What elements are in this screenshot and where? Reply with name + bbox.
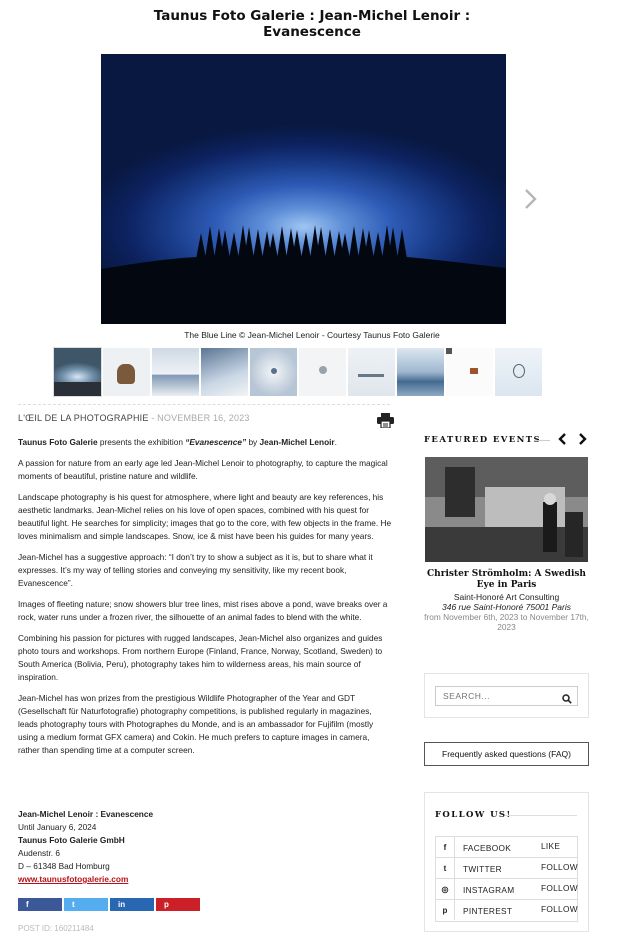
article-paragraph: Jean-Michel has a suggestive approach: “I don’t try to show a subject as it is, but to share what it expresses. It’s my way of telling stories and conveying my sensitivity, like my recent book, Evanescence”. [18, 552, 373, 588]
page-title-line-2: Evanescence [263, 24, 361, 40]
thumbnail[interactable] [152, 348, 199, 396]
thumbnail[interactable] [201, 348, 248, 396]
event-venue: Saint-Honoré Art Consulting [453, 592, 560, 602]
article-paragraph: Images of fleeting nature; snow showers blur tree lines, mist rises above a pond, wave breaks over a rock, water runs under a frozen river, the silhouette of an animal fades to blend with the white. [18, 599, 388, 622]
heading-rule [534, 440, 550, 441]
search-icon [562, 694, 572, 704]
event-address: 346 rue Saint-Honoré 75001 Paris [442, 602, 571, 612]
intro-artist: Jean-Michel Lenoir [259, 437, 335, 447]
follow-action: FOLLOW [541, 883, 578, 893]
page-title-line-1: Taunus Foto Galerie : Jean-Michel Lenoir : [153, 8, 471, 24]
follow-pinterest[interactable] [436, 900, 577, 921]
twitter-icon: t [436, 858, 455, 878]
intro-title: “Evanescence” [185, 437, 247, 447]
follow-network-name: TWITTER [463, 864, 502, 874]
intro-gallery: Taunus Foto Galerie [18, 437, 98, 447]
article-meta [18, 413, 250, 423]
share-twitter-button[interactable] [64, 898, 108, 911]
article-paragraph: Combining his passion for pictures with rugged landscapes, Jean-Michel also organizes and guides photo tours and workshops. From northern Europe (Finland, France, Norway, Scotland, Sweden) to South America (Bolivia, Peru), photography takes him to wilderness areas, his main source of inspiration. [18, 633, 383, 682]
tree-shape [253, 229, 263, 259]
meta-divider [18, 404, 390, 405]
follow-facebook[interactable] [436, 837, 577, 858]
thumbnail[interactable] [54, 348, 101, 396]
intro-text: presents the exhibition [97, 437, 186, 447]
tree-shape [325, 229, 335, 259]
post-id: POST ID: 160211484 [18, 924, 94, 933]
share-buttons [18, 898, 200, 911]
tree-shape [277, 226, 287, 259]
article-paragraph: A passion for nature from an early age led Jean-Michel Lenoir to photography, to capture the magical moments of beautiful, pristine nature and wildlife. [18, 458, 388, 481]
follow-instagram[interactable] [436, 879, 577, 900]
exhibition-name: Jean-Michel Lenoir : Evanescence [18, 809, 154, 819]
tree-shape [349, 226, 359, 259]
chevron-left-icon [557, 432, 567, 446]
thumbnail[interactable] [103, 348, 150, 396]
venue-city: D – 61348 Bad Homburg [18, 861, 110, 871]
venue-name: Taunus Foto Galerie GmbH [18, 835, 125, 845]
print-icon [377, 413, 394, 428]
tree-shape [229, 232, 239, 259]
twitter-icon: t [72, 900, 75, 909]
linkedin-icon: in [118, 900, 126, 909]
intro-by: by [246, 437, 260, 447]
follow-action: FOLLOW [541, 862, 578, 872]
follow-heading: FOLLOW US! [435, 810, 512, 820]
article-intro [18, 436, 392, 449]
venue-website-link[interactable]: www.taunusfotogalerie.com [18, 874, 129, 884]
share-linkedin-button[interactable] [110, 898, 154, 911]
image-caption: The Blue Line © Jean-Michel Lenoir - Courtesy Taunus Foto Galerie [184, 330, 440, 340]
thumbnail[interactable] [397, 348, 444, 396]
follow-list [435, 836, 578, 922]
share-pinterest-button[interactable] [156, 898, 200, 911]
search-button[interactable] [562, 691, 572, 701]
exhibition-until: Until January 6, 2024 [18, 822, 97, 832]
facebook-icon: f [436, 837, 455, 857]
article-source: L'ŒIL DE LA PHOTOGRAPHIE [18, 413, 149, 423]
article-paragraph: Jean-Michel has won prizes from the prestigious Wildlife Photographer of the Year and GDT (Gesellschaft für Naturfotografie) photography competitions, is published regularly in magazines, leads photography tours with Photographes du Monde, and is an ambassador for Fujifilm (mostly using a medium format GFX camera) and Cokin. He much prefers to capture images in camera, rather than spending time at a computer screen. [18, 693, 374, 755]
thumbnail[interactable] [495, 348, 542, 396]
chevron-right-icon [578, 432, 588, 446]
pinterest-icon: p [164, 900, 169, 909]
print-button[interactable] [377, 413, 394, 428]
tree-shape [397, 229, 407, 259]
article-body [18, 436, 392, 765]
follow-action: FOLLOW [541, 904, 578, 914]
facebook-icon: f [26, 900, 29, 909]
search-input[interactable] [435, 686, 578, 706]
follow-action: LIKE [541, 841, 561, 851]
article-date: NOVEMBER 16, 2023 [157, 413, 250, 423]
tree-shape [373, 232, 383, 259]
featured-next-button[interactable] [578, 432, 588, 448]
chevron-right-icon [524, 188, 538, 210]
thumbnail[interactable] [299, 348, 346, 396]
featured-events-heading: FEATURED EVENTS [424, 435, 542, 445]
heading-rule [505, 815, 577, 816]
thumbnail[interactable] [250, 348, 297, 396]
event-photo [425, 457, 588, 562]
thumbnail[interactable] [446, 348, 493, 396]
pinterest-icon: p [436, 900, 455, 920]
event-image[interactable] [425, 457, 588, 562]
instagram-icon: ◎ [436, 879, 455, 899]
event-title-link[interactable]: Christer Strömholm: A Swedish Eye in Paris [427, 569, 586, 590]
search-widget [424, 673, 589, 718]
thumbnail-strip [54, 348, 542, 396]
exhibition-info [18, 808, 153, 886]
meta-separator: - [148, 413, 158, 423]
tree-shape [196, 233, 206, 259]
event-dates: from November 6th, 2023 to November 17th, 2023 [424, 612, 589, 632]
tree-shape [205, 226, 215, 259]
featured-prev-button[interactable] [557, 432, 567, 448]
follow-network-name: FACEBOOK [463, 843, 512, 853]
article-paragraph: Landscape photography is his quest for atmosphere, where light and beauty are key references, his aesthetic landmarks. Jean-Michel relies on his love of open spaces, combined with his quest for beautiful light. He searches for simplicity; images that go to the core, with few objects in the frame. He loves minimalism and simple landscapes. Snow, ice & mist have been his guides for many years. [18, 492, 392, 541]
gallery-next-button[interactable] [524, 188, 544, 212]
tree-shape [301, 232, 311, 259]
faq-button[interactable]: Frequently asked questions (FAQ) [424, 742, 589, 766]
tree-line-silhouette [101, 54, 506, 324]
thumbnail[interactable] [348, 348, 395, 396]
follow-widget [424, 792, 589, 932]
follow-twitter[interactable] [436, 858, 577, 879]
intro-end: . [334, 437, 337, 447]
follow-network-name: PINTEREST [463, 906, 513, 916]
share-facebook-button[interactable] [18, 898, 62, 911]
venue-street: Audenstr. 6 [18, 848, 60, 858]
page-title [0, 8, 624, 40]
follow-network-name: INSTAGRAM [463, 885, 515, 895]
gallery-main-image[interactable] [101, 54, 506, 324]
